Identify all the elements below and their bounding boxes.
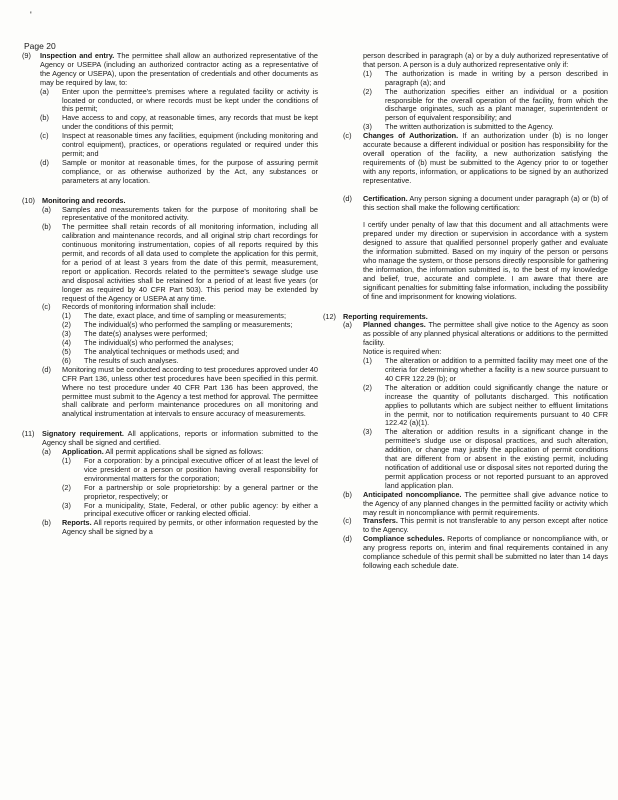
section-10-title: Monitoring and records. [42,195,126,205]
item-title: Transfers. [363,516,398,526]
item-title: Certification. [363,193,408,203]
section-9-number: (9) [22,51,31,60]
item-label: (b) [42,222,51,232]
item-text: The alteration or addition to a permitted facility may meet one of the criteria for determining whether a facility is a new source pursuant to 40 CFR 122.29 (b); or [385,356,608,383]
section-12-c [343,517,608,535]
section-12-d [343,535,608,571]
item-label: (6) [62,355,71,365]
section-11-b [42,519,318,537]
section-11-a-1 [62,457,318,484]
section-12 [323,313,608,571]
item-text [363,195,608,213]
section-12-a-2 [363,384,608,429]
item-label: (4) [62,338,71,348]
item-text: For a corporation: by a principal executive officer of at least the level of vice president or a person or position having overall responsibility for environmental matters for the corporation; [84,455,318,483]
item-text: The individual(s) who performed the analyses; [84,338,234,348]
item-label: (1) [363,356,372,366]
item-label: (a) [42,204,51,214]
item-label: (2) [363,382,372,392]
section-11-c [323,132,608,185]
item-label: (2) [62,482,71,492]
section-12-number: (12) [323,311,336,321]
section-9-intro: The permittee shall allow an authorized representative of the Agency or USEPA (including an authorized contractor acting as a representative of the Agency or USEPA), upon the presentation of credentials and other documents as may be required by law, to: [40,51,318,87]
section-11 [22,430,318,537]
item-label: (b) [40,113,49,123]
section-10-b [42,223,318,303]
item-label: (1) [363,68,372,78]
item-text: The date, exact place, and time of sampling or measurements; [84,311,286,321]
section-11-title: Signatory requirement. [42,429,124,439]
item-text: Have access to and copy, at reasonable times, any records that must be kept under the conditions of this permit; [62,113,318,132]
item-text [62,519,318,537]
authorization-item-1 [363,70,608,88]
corner-mark: ' [30,10,32,20]
section-10-d [42,366,318,419]
item-text: Records of monitoring information shall include: [62,302,216,312]
section-9-item-b [40,114,318,132]
section-10-a [42,206,318,224]
item-text [363,517,608,535]
section-10-c [42,303,318,365]
section-9-text [40,52,318,88]
section-11-a-3 [62,502,318,520]
changes-of-authorization [343,131,609,185]
item-title: Compliance schedules. [363,534,445,544]
item-label: (a) [42,447,51,457]
item-text: The written authorization is submitted to the Agency. [385,122,554,132]
section-11-d [323,195,608,213]
item-label: (1) [62,455,71,465]
item-body: The permittee shall give advance notice to the Agency of any planned changes in the permitted facility or activity which may result in noncompliance with permit requirements. [363,489,608,517]
item-label: (c) [42,302,51,312]
item-text: Samples and measurements taken for the purpose of monitoring shall be representative of the monitored activity. [62,204,318,223]
item-label: (3) [62,329,71,339]
item-label: (c) [343,131,352,141]
section-12-a [343,321,608,490]
section-12-b [343,491,608,518]
item-body: All permit applications shall be signed as follows: [105,447,264,457]
item-title: Application. [62,447,104,457]
item-text: The results of such analyses. [84,355,179,365]
item-label: (d) [343,534,352,544]
item-label: (a) [343,320,352,330]
item-body: Reports of compliance or noncompliance with, or any progress reports on, interim and final requirements contained in any compliance schedule of this permit shall be submitted no later than 14 days following each schedule date. [363,534,609,570]
item-text: Sample or monitor at reasonable times, for the purpose of assuring permit compliance, or as otherwise authorized by the Act, any substances or parameters at any location. [62,157,318,185]
item-text: The authorization specifies either an individual or a position responsible for the overall operation of the facility, from which the discharge originates, such as a plant manager, superintendent or person of equivalent responsibility; and [385,86,608,123]
item-body: All reports required by permits, or other information requested by the Agency shall be signed by a [62,518,318,537]
item-text [363,491,608,518]
item-text: The authorization is made in writing by a person described in paragraph (a); and [385,68,608,87]
authorization-item-2 [363,88,608,124]
item-label: (d) [42,364,51,374]
item-text: The analytical techniques or methods used; and [84,347,239,356]
item-label: (3) [363,122,372,132]
item-label: (c) [40,131,49,141]
item-body: If an authorization under (b) is no longer accurate because a different individual or position has responsibility for the overall operation of the facility, a new authorization satisfying the requirements of (b) must be submitted to the Agency prior to or together with any reports, information, or applications to be signed by an authorized representative. [363,131,609,185]
item-body: The permittee shall give notice to the Agency as soon as possible of any planned physical alterations or additions to the permitted facility. [363,320,608,348]
item-text: The alteration or addition could significantly change the nature or increase the quantity of pollutants discharged. This notification applies to pollutants which are subject neither to effluent limitations in the permit, nor to notification requirements pursuant to 40 CFR 122.42 (a)(1). [385,382,608,428]
item-text: For a partnership or sole proprietorship: by a general partner or the proprietor, respectively; or [84,482,318,501]
item-title: Reports. [62,518,92,528]
section-9-title: Inspection and entry. [40,51,115,60]
section-11-intro: All applications, reports or information submitted to the Agency shall be signed and certified. [42,429,319,448]
certification [343,193,608,213]
item-body: Any person signing a document under paragraph (a) or (b) of this section shall make the following certification: [363,193,608,212]
item-text: For a municipality, State, Federal, or other public agency: by either a principal executive officer or ranking elected official. [84,500,318,519]
item-text: The individual(s) who performed the sampling or measurements; [84,320,293,330]
item-text: Monitoring must be conducted according to test procedures approved under 40 CFR Part 136, unless other test procedures have been specified in this permit. Where no test procedure under 40 CFR Part 136 has been approved, the permittee must submit to the Agency a test method for approval. The permittee shall calibrate and perform maintenance procedures on all monitoring and analytical instrumentation at intervals to ensure accuracy of measurements. [62,364,318,419]
item-title: Anticipated noncompliance. [363,489,462,499]
continued-text: person described in paragraph (a) or by a duly authorized representative of that person. A person is a duly authorized representative only if: [363,51,608,69]
item-text [363,132,608,185]
section-10 [22,197,318,420]
item-label: (b) [343,489,352,499]
item-text: The alteration or addition results in a significant change in the permittee's sludge use or disposal practices, and such alteration, addition, or change may justify the application of permit conditions that are different from or absent in the existing permit, including notification of additional use or disposal sites not reported during the permit application process or not reported pursuant to an approved land application plan. [385,427,608,490]
item-text: Inspect at reasonable times any facilities, equipment (including monitoring and control equipment), practices, or operations regulated or required under this permit; and [62,131,318,158]
right-column [323,52,608,571]
section-12-title: Reporting requirements. [343,311,428,321]
section-12-a-3 [363,428,608,490]
item-label: (b) [42,518,51,528]
section-11-a [42,448,318,519]
item-body: This permit is not transferable to any person except after notice to the Agency. [363,516,608,535]
notice-text: Notice is required when: [363,347,442,357]
section-10-number: (10) [22,195,35,205]
item-label: (d) [40,157,49,167]
section-11-a-2 [62,484,318,502]
item-label: (d) [343,193,352,203]
left-column [22,52,318,537]
section-11-text [42,430,318,448]
item-text [363,535,608,571]
item-label: (3) [62,500,71,510]
section-9-item-d [40,159,318,186]
item-text [363,321,608,348]
item-text: The date(s) analyses were performed; [84,329,208,339]
certification-statement: I certify under penalty of law that this document and all attachments were prepared under my direction or supervision in accordance with a system designed to assure that qualified personnel properly gather and evaluate the information submitted. Based on my inquiry of the person or persons who manage the system, or those persons directly responsible for gathering the information, the information submitted is, to the best of my knowledge and belief, true, accurate and complete. I am aware that there are significant penalties for submitting false information, including the possibility of fine and imprisonment for knowing violations. [363,220,608,301]
section-9-item-a [40,88,318,115]
item-label: (1) [62,311,71,321]
page-number: Page 20 [24,41,56,51]
item-text: The permittee shall retain records of all monitoring information, including all calibration and maintenance records, and all original strip chart recordings for continuous monitoring instrumentation, copies of all reports required by this permit, and records of all data used to complete the application for this permit, for a period of at least 3 years from the date of this permit, measurement, report or application. Records related to the permittee's sewage sludge use and disposal activities shall be retained for a period of at least five years (or longer as required by 40 CFR Part 503). This period may be extended by request of the Agency or USEPA at any time. [62,222,318,303]
item-label: (a) [40,86,49,96]
item-title: Planned changes. [363,320,426,330]
item-label: (5) [62,347,71,356]
item-label: (c) [343,516,352,526]
section-11-b-continued [323,52,608,132]
item-label: (2) [62,320,71,330]
item-label: (3) [363,427,372,437]
item-title: Changes of Authorization. [363,131,459,141]
section-9 [22,52,318,186]
section-12-a-1 [363,357,608,384]
section-11-number: (11) [22,429,35,439]
section-9-item-c [40,132,318,159]
item-label: (2) [363,86,372,96]
item-text: Enter upon the permittee's premises where a regulated facility or activity is located or conducted, or where records must be kept under the conditions of this permit; [62,86,318,114]
